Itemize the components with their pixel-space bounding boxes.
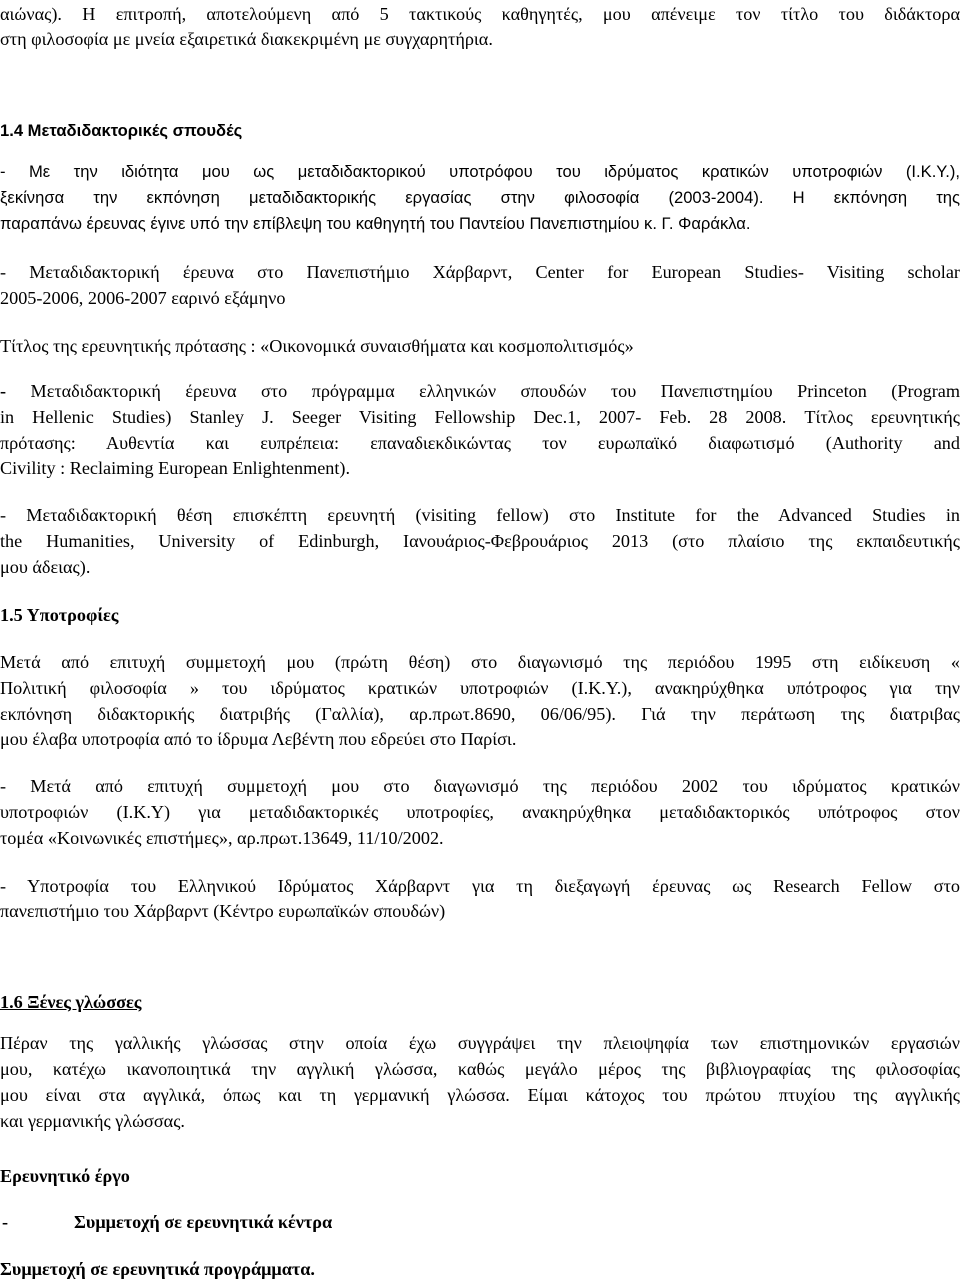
section-1-6-heading [0, 990, 960, 1014]
s15-p1-line-1: Μετά από επιτυχή συμμετοχή μου (πρώτη θέση) στο διαγωνισμό της περιόδου 1995 στη ειδίκευση « [0, 652, 960, 672]
s16-p1-line-2: μου, κατέχω ικανοποιητικά την αγγλική γλώσσα, καθώς μεγάλο μέρος της βιβλιογραφίας της φιλοσοφίας [0, 1059, 960, 1079]
research-bullet-text: Συμμετοχή σε ερευνητικά κέντρα [74, 1212, 333, 1232]
section-1-4-heading: 1.4 Μεταδιδακτορικές σπουδές [0, 121, 243, 140]
s15-p3-line-1: - Υποτροφία του Ελληνικού Ιδρύματος Χάρβαρντ για τη διεξαγωγή έρευνας ως Research Fellow στο [0, 876, 960, 896]
s14-p1-line-3: παραπάνω έρευνας έγινε υπό την επίβλεψη του καθηγητή του Παντείου Πανεπιστημίου κ. Γ. Φαράκλα. [0, 214, 751, 233]
s16-p1-line-4: και γερμανικής γλώσσας. [0, 1111, 185, 1131]
intro-line-1: αιώνας). Η επιτροπή, αποτελούμενη από 5 τακτικούς καθηγητές, μου απένειμε τον τίτλο του διδάκτορα [0, 4, 960, 24]
research-bullet [0, 1210, 960, 1234]
s14-p5-line-2: the Humanities, University of Edinburgh, Ιανουάριος-Φεβρουάριος 2013 (στο πλαίσιο της εκπαιδευτικής [0, 531, 960, 551]
s14-p4-line-4: Civility : Reclaiming European Enlightenment). [0, 458, 351, 478]
s14-p5-line-1: - Μεταδιδακτορική θέση επισκέπτη ερευνητή (visiting fellow) στο Institute for the Advanced Studies in [0, 505, 960, 525]
s15-p1-line-2: Πολιτική φιλοσοφία » του ιδρύματος κρατικών υποτροφιών (Ι.Κ.Υ.), ανακηρύχθηκα υπότροφος για την [0, 678, 960, 698]
research-bullet-dash: - [2, 1212, 9, 1232]
s16-p1-line-1: Πέραν της γαλλικής γλώσσας στην οποία έχω συγγράψει την πλειοψηφία των επιστημονικών εργασιών [0, 1033, 960, 1053]
s14-p1-line-1: - Με την ιδιότητα μου ως μεταδιδακτορικού υποτρόφου του ιδρύματος κρατικών υποτροφιών (Ι.Κ.Υ.), [0, 162, 960, 181]
section-1-5-heading: 1.5 Υποτροφίες [0, 605, 119, 625]
s14-p5-line-3: μου άδειας). [0, 557, 91, 577]
s14-p4-line-1-text: Μεταδιδακτορική έρευνα στο πρόγραμμα ελληνικών σπουδών του Πανεπιστημίου Princeton (Program [6, 381, 960, 401]
s15-p1-line-3: εκπόνηση διδακτορικής διατριβής (Γαλλία), αρ.πρωτ.8690, 06/06/95). Γιά την περάτωση της διατριβας [0, 704, 960, 724]
s15-p3-line-2: πανεπιστήμιο του Χάρβαρντ (Κέντρο ευρωπαϊκών σπουδών) [0, 901, 446, 921]
s15-p2-line-1: - Μετά από επιτυχή συμμετοχή μου στο διαγωνισμό της περιόδου 2002 του ιδρύματος κρατικών [0, 776, 960, 796]
s16-p1-line-3: μου είναι στα αγγλικά, όπως και τη γερμανική γλώσσα. Είμαι κάτοχος του πρώτου πτυχίου της αγγλικής [0, 1085, 960, 1105]
s14-p4-dash: - [0, 381, 7, 401]
s15-p2-line-2: υποτροφιών (Ι.Κ.Υ) για μεταδιδακτορικές υποτροφίες, ανακηρύχθηκα μεταδιδακτορικός υπότροφος στον [0, 802, 960, 822]
section-1-6-heading-text: 1.6 Ξένες γλώσσες [0, 992, 142, 1012]
s15-p2-line-3: τομέα «Κοινωνικές επιστήμες», αρ.πρωτ.13649, 11/10/2002. [0, 828, 444, 848]
s14-p4-line-3: πρότασης: Αυθεντία και ευπρέπεια: επαναδιεκδικώντας τον ευρωπαϊκό διαφωτισμό (Authority and [0, 433, 960, 453]
s14-p1-line-2: ξεκίνησα την εκπόνηση μεταδιδακτορικής εργασίας στην φιλοσοφία (2003-2004). Η εκπόνηση της [0, 188, 960, 207]
s14-p3-title: Τίτλος της ερευνητικής πρότασης : «Οικονομικά συναισθήματα και κοσμοπολιτισμός» [0, 336, 634, 356]
s14-p2-line-1: - Μεταδιδακτορική έρευνα στο Πανεπιστήμιο Χάρβαρντ, Center for European Studies- Visiting scholar [0, 262, 960, 282]
research-footer-heading: Συμμετοχή σε ερευνητικά προγράμματα. [0, 1259, 315, 1279]
research-heading: Ερευνητικό έργο [0, 1166, 130, 1186]
s15-p1-line-4: μου έλαβα υποτροφία από το ίδρυμα Λεβέντη που εδρεύει στο Παρίσι. [0, 729, 517, 749]
s14-p4-line-1 [0, 379, 960, 403]
s14-p2-line-2: 2005-2006, 2006-2007 εαρινό εξάμηνο [0, 288, 286, 308]
intro-line-2: στη φιλοσοφία με μνεία εξαιρετικά διακεκριμένη με συγχαρητήρια. [0, 29, 493, 49]
s14-p4-line-2: in Hellenic Studies) Stanley J. Seeger Visiting Fellowship Dec.1, 2007- Feb. 28 2008. Τίτλος ερευνητικής [0, 407, 960, 427]
